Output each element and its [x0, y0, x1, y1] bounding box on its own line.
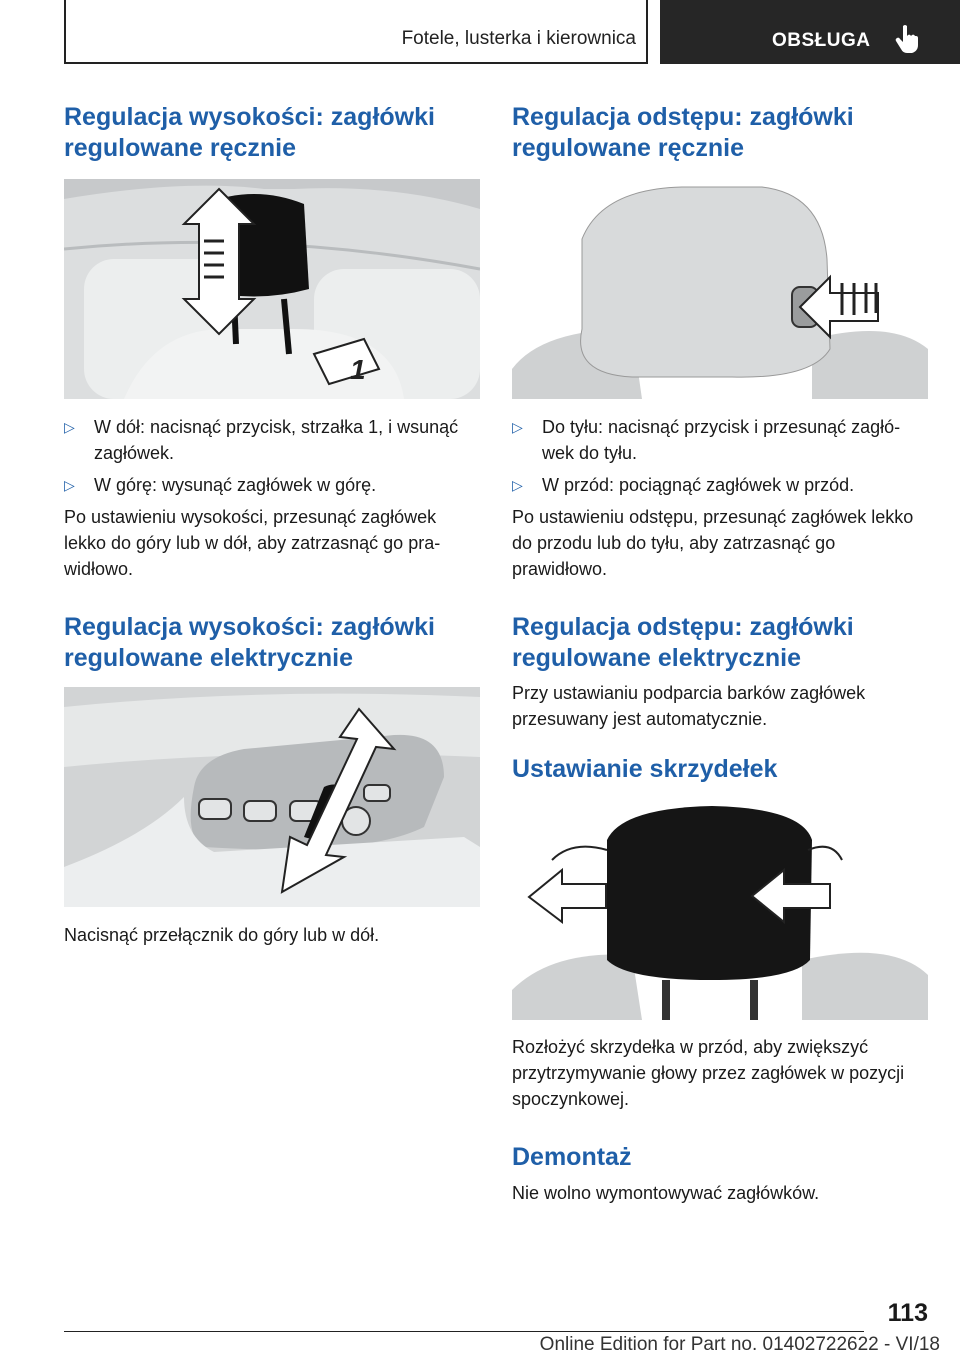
running-header: [64, 0, 648, 64]
bullet-triangle-icon: ▷: [512, 477, 523, 493]
bullet-text: W dół: nacisnąć przycisk, strzałka 1, i wsunąć zagłówek.: [94, 417, 459, 463]
bullet-text: Do tyłu: nacisnąć przycisk i przesunąć zagłó‐wek do tyłu.: [542, 417, 901, 463]
paragraph: Rozłożyć skrzydełka w przód, aby zwiększyć przytrzymywanie głowy przez zagłówek w pozycji spoczynkowej.: [512, 1037, 905, 1109]
bullet-text: W górę: wysunąć zagłówek w górę.: [94, 475, 377, 495]
heading-distance-electric: Regulacja odstępu: zagłówki regulowane elektrycznie: [512, 613, 854, 672]
heading-distance-manual: Regulacja odstępu: zagłówki regulowane ręcznie: [512, 103, 854, 162]
figure-headrest-height-manual: [64, 179, 480, 399]
heading-height-manual: Regulacja wysokości: zagłówki regulowane ręcznie: [64, 103, 435, 162]
bullet-triangle-icon: ▷: [64, 477, 75, 493]
figure-seat-switch: [64, 687, 480, 907]
figure-callout-1: 1: [350, 354, 366, 385]
bullet-triangle-icon: ▷: [512, 419, 523, 435]
chapter-tab: [660, 0, 960, 64]
hand-pointer-icon: [894, 24, 922, 54]
heading-wings: Ustawianie skrzydełek: [512, 755, 778, 783]
figure-headrest-distance-manual: [512, 179, 928, 399]
section-title: Fotele, lusterka i kierownica: [401, 28, 636, 49]
list-item: [64, 472, 480, 498]
paragraph: Przy ustawianiu podparcia barków zagłówek przesuwany jest automatycznie.: [512, 683, 866, 729]
heading-removal: Demontaż: [512, 1143, 632, 1171]
page-number: 113: [887, 1299, 928, 1327]
list-item: [64, 414, 480, 466]
paragraph: Po ustawieniu wysokości, przesunąć zagłówek lekko do góry lub w dół, aby zatrzasnąć go pra‐widłowo.: [64, 507, 441, 579]
list-item: [512, 414, 928, 466]
heading-height-electric: Regulacja wysokości: zagłówki regulowane elektrycznie: [64, 613, 435, 672]
footer-divider: [64, 1331, 864, 1332]
paragraph: Po ustawieniu odstępu, przesunąć zagłówek lekko do przodu lub do tyłu, aby zatrzasnąć go prawidłowo.: [512, 507, 914, 579]
chapter-title: OBSŁUGA: [772, 30, 871, 51]
figure-headrest-wings: [512, 800, 928, 1020]
bullet-triangle-icon: ▷: [64, 419, 75, 435]
paragraph: Nie wolno wymontowywać zagłówków.: [512, 1183, 820, 1203]
footer-edition: Online Edition for Part no. 01402722622 - VI/18: [539, 1334, 940, 1355]
paragraph: Nacisnąć przełącznik do góry lub w dół.: [64, 925, 380, 945]
bullet-text: W przód: pociągnąć zagłówek w przód.: [542, 475, 855, 495]
list-item: [512, 472, 928, 498]
